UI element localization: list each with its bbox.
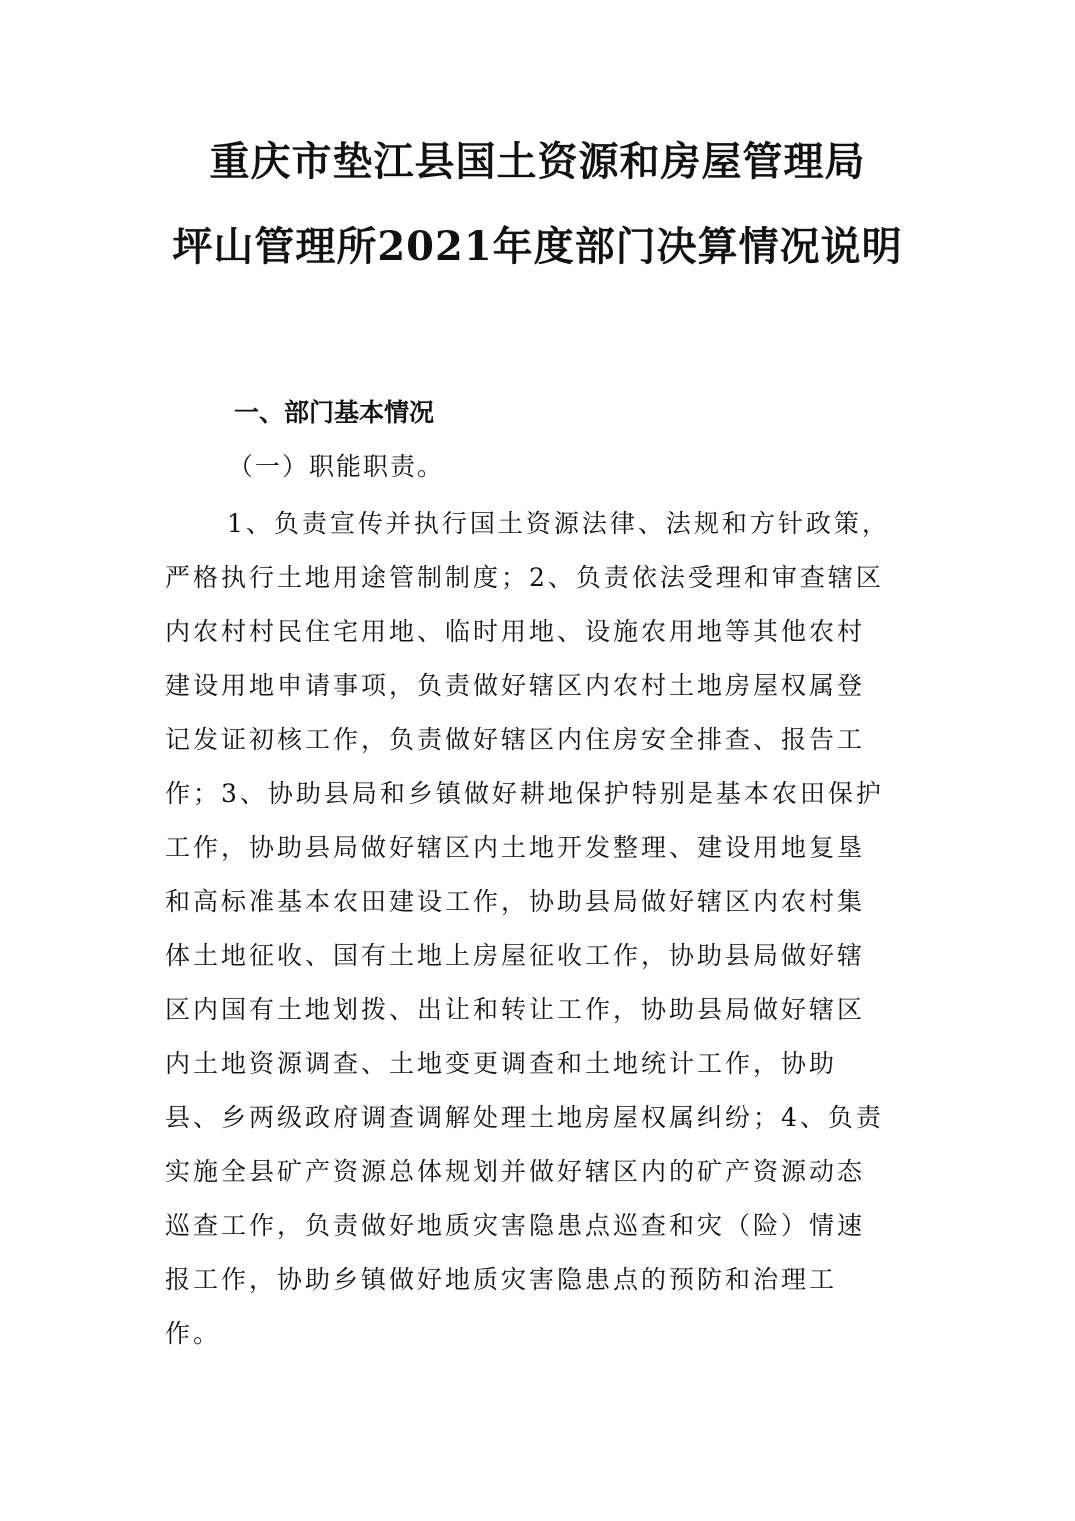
paragraph-line: 巡查工作，负责做好地质灾害隐患点巡查和灾（险）情速 bbox=[165, 1211, 866, 1240]
paragraph-line: 县、乡两级政府调查调解处理土地房屋权属纠纷；4、负责 bbox=[165, 1103, 884, 1132]
paragraph-line: 严格执行土地用途管制制度；2、负责依法受理和审查辖区 bbox=[165, 563, 884, 592]
paragraph-line: 体土地征收、国有土地上房屋征收工作，协助县局做好辖 bbox=[165, 941, 866, 970]
paragraph-line: 1、负责宣传并执行国土资源法律、法规和方针政策， bbox=[227, 509, 890, 538]
section-heading: 一、部门基本情况 bbox=[234, 398, 435, 427]
paragraph-line: 内农村村民住宅用地、临时用地、设施农用地等其他农村 bbox=[165, 617, 866, 646]
paragraph-line: 内土地资源调查、土地变更调查和土地统计工作，协助 bbox=[165, 1049, 838, 1078]
paragraph-line: 实施全县矿产资源总体规划并做好辖区内的矿产资源动态 bbox=[165, 1157, 866, 1186]
paragraph-line: 建设用地申请事项，负责做好辖区内农村土地房屋权属登 bbox=[165, 671, 866, 700]
paragraph-line: 报工作，协助乡镇做好地质灾害隐患点的预防和治理工 bbox=[165, 1265, 838, 1294]
sub-heading: （一）职能职责。 bbox=[228, 452, 445, 481]
paragraph-line: 工作，协助县局做好辖区内土地开发整理、建设用地复垦 bbox=[165, 833, 866, 862]
document-title-line-1: 重庆市垫江县国土资源和房屋管理局 bbox=[209, 138, 866, 185]
paragraph-line: 区内国有土地划拨、出让和转让工作，协助县局做好辖区 bbox=[165, 995, 866, 1024]
paragraph-line: 作。 bbox=[165, 1319, 222, 1348]
paragraph-line: 作；3、协助县局和乡镇做好耕地保护特别是基本农田保护 bbox=[165, 779, 884, 808]
body-paragraph bbox=[165, 497, 905, 1361]
paragraph-line: 和高标准基本农田建设工作，协助县局做好辖区内农村集 bbox=[165, 887, 866, 916]
paragraph-line: 记发证初核工作，负责做好辖区内住房安全排查、报告工 bbox=[165, 725, 866, 754]
document-title-line-2: 坪山管理所2021年度部门决算情况说明 bbox=[172, 223, 903, 270]
